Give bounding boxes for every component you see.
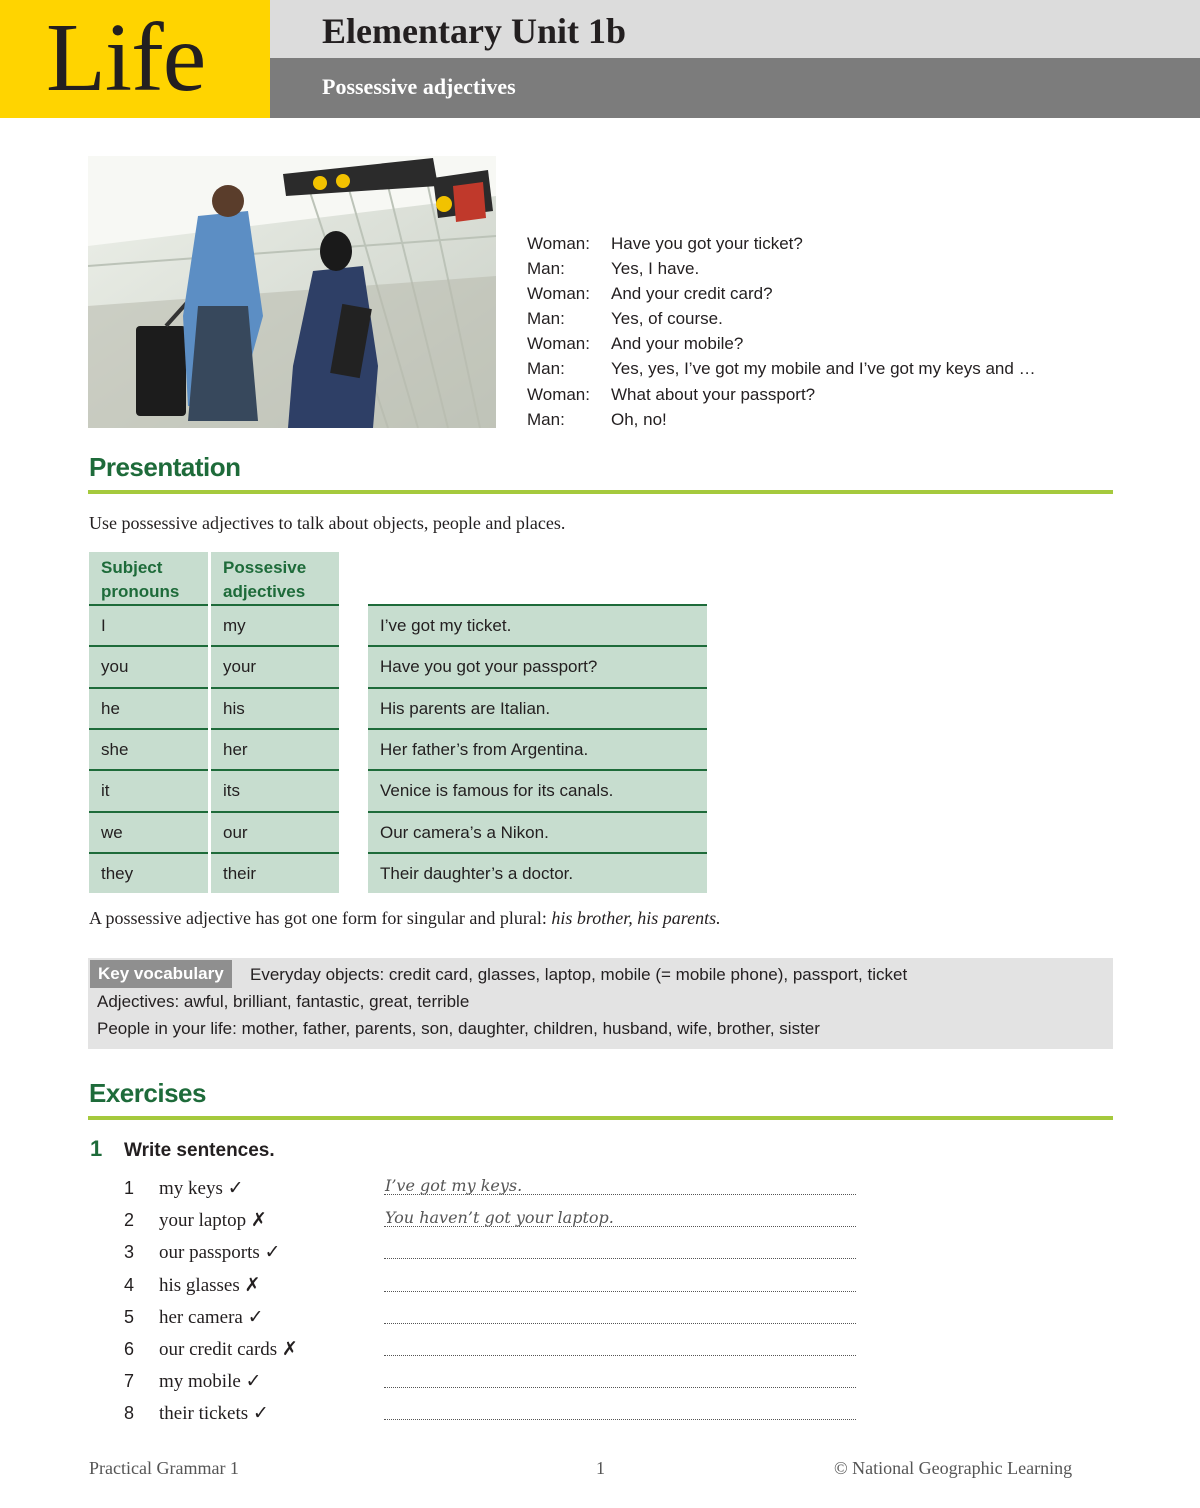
- exercises-heading: Exercises: [89, 1078, 206, 1108]
- exercise-item-prompt: their tickets ✓: [159, 1403, 269, 1425]
- adjective-cell: your: [211, 647, 339, 687]
- exercise-instruction: Write sentences.: [124, 1140, 275, 1161]
- header-title-bar: [270, 0, 1200, 58]
- example-cell: Her father’s from Argentina.: [368, 730, 707, 770]
- dialogue-text: Oh, no!: [611, 409, 667, 429]
- example-cell: Have you got your passport?: [368, 647, 707, 687]
- presentation-heading: Presentation: [89, 452, 241, 482]
- answer-line: [384, 1323, 856, 1324]
- exercise-item-number: 8: [124, 1403, 135, 1424]
- dialogue-text: And your mobile?: [611, 334, 744, 354]
- exercise-item-number: 5: [124, 1306, 135, 1327]
- example-cell: Our camera’s a Nikon.: [368, 813, 707, 853]
- page-title: Elementary Unit 1b: [322, 11, 626, 51]
- pronoun-cell: she: [89, 730, 208, 770]
- exercise-item-number: 6: [124, 1339, 135, 1359]
- exercise-item-number: 7: [124, 1371, 135, 1392]
- exercise-item-prompt: her camera ✓: [159, 1306, 264, 1328]
- answer-line: [384, 1419, 856, 1420]
- key-vocabulary-badge: Key vocabulary: [90, 960, 232, 988]
- answer-line: [384, 1355, 856, 1356]
- adjective-cell: his: [211, 689, 339, 729]
- adjective-cell: her: [211, 730, 339, 770]
- dialogue-text: Yes, of course.: [611, 309, 723, 329]
- speaker: Woman:: [527, 334, 590, 354]
- vocabulary-line: Everyday objects: credit card, glasses, laptop, mobile (= mobile phone), passport, ticket: [250, 965, 908, 984]
- vocabulary-line: People in your life: mother, father, parents, son, daughter, children, husband, wife, brother, sister: [97, 1019, 820, 1038]
- example-cell: I’ve got my ticket.: [368, 606, 707, 646]
- exercise-item-number: 3: [124, 1242, 135, 1263]
- pronoun-cell: I: [89, 606, 208, 646]
- answer-field[interactable]: I’ve got my keys.: [385, 1176, 523, 1195]
- airport-photo: [88, 156, 496, 428]
- exercise-item-number: 4: [124, 1274, 135, 1295]
- pronoun-cell: you: [89, 647, 208, 687]
- exercise-item-prompt: our passports ✓: [159, 1242, 281, 1264]
- presentation-note: [89, 908, 721, 929]
- column-header-possessive-adjectives: Possesive adjectives: [211, 552, 339, 605]
- speaker: Woman:: [527, 284, 590, 304]
- note-example: his brother, his parents.: [551, 908, 721, 928]
- adjective-cell: our: [211, 813, 339, 853]
- adjective-cell: their: [211, 854, 339, 894]
- page-subtitle: Possessive adjectives: [322, 74, 516, 99]
- exercise-item-number: 2: [124, 1210, 135, 1231]
- exercise-item-prompt: his glasses ✗: [159, 1274, 261, 1296]
- dialogue-text: Yes, yes, I’ve got my mobile and I’ve got my keys and …: [611, 359, 1036, 379]
- dialogue-text: Yes, I have.: [611, 259, 700, 279]
- exercise-number: 1: [90, 1136, 103, 1161]
- speaker: Woman:: [527, 234, 590, 253]
- pronoun-cell: they: [89, 854, 208, 894]
- example-cell: Venice is famous for its canals.: [368, 771, 707, 811]
- logo-panel: [0, 0, 270, 118]
- example-cell: Their daughter’s a doctor.: [368, 854, 707, 894]
- dialogue-text: And your credit card?: [611, 284, 773, 304]
- footer-left: Practical Grammar 1: [89, 1458, 239, 1478]
- dialogue-text: Have you got your ticket?: [611, 234, 803, 253]
- exercise-item-prompt: my mobile ✓: [159, 1371, 262, 1393]
- adjective-cell: my: [211, 606, 339, 646]
- presentation-intro: Use possessive adjectives to talk about objects, people and places.: [89, 513, 566, 533]
- answer-line: [384, 1387, 856, 1388]
- speaker: Man:: [527, 259, 565, 279]
- adjective-cell: its: [211, 771, 339, 811]
- dialogue-text: What about your passport?: [611, 384, 816, 404]
- speaker: Man:: [527, 309, 565, 329]
- footer-copyright: © National Geographic Learning: [834, 1458, 1073, 1478]
- page-number: 1: [596, 1458, 605, 1478]
- answer-line: [384, 1291, 856, 1292]
- note-text: A possessive adjective has got one form for singular and plural:: [89, 908, 552, 928]
- pronoun-cell: we: [89, 813, 208, 853]
- exercise-item-prompt: our credit cards ✗: [159, 1339, 298, 1360]
- speaker: Man:: [527, 359, 565, 379]
- speaker: Woman:: [527, 384, 590, 404]
- example-cell: His parents are Italian.: [368, 689, 707, 729]
- header-subtitle-bar: [270, 58, 1200, 118]
- exercise-item-prompt: your laptop ✗: [159, 1210, 267, 1232]
- column-header-subject-pronouns: Subject pronouns: [89, 552, 208, 605]
- section-divider: [88, 490, 1113, 494]
- key-vocabulary-box: [88, 958, 1113, 1049]
- answer-line: [384, 1258, 856, 1259]
- answer-line: [384, 1226, 856, 1227]
- vocabulary-line: Adjectives: awful, brilliant, fantastic, great, terrible: [97, 992, 470, 1011]
- pronoun-cell: it: [89, 771, 208, 811]
- section-divider: [88, 1116, 1113, 1120]
- answer-line: [384, 1194, 856, 1195]
- logo: Life: [46, 4, 206, 112]
- exercise-item-number: 1: [124, 1178, 135, 1198]
- exercise-item-prompt: my keys ✓: [159, 1178, 244, 1199]
- answer-field[interactable]: You haven’t got your laptop.: [385, 1208, 614, 1228]
- pronoun-cell: he: [89, 689, 208, 729]
- speaker: Man:: [527, 409, 565, 429]
